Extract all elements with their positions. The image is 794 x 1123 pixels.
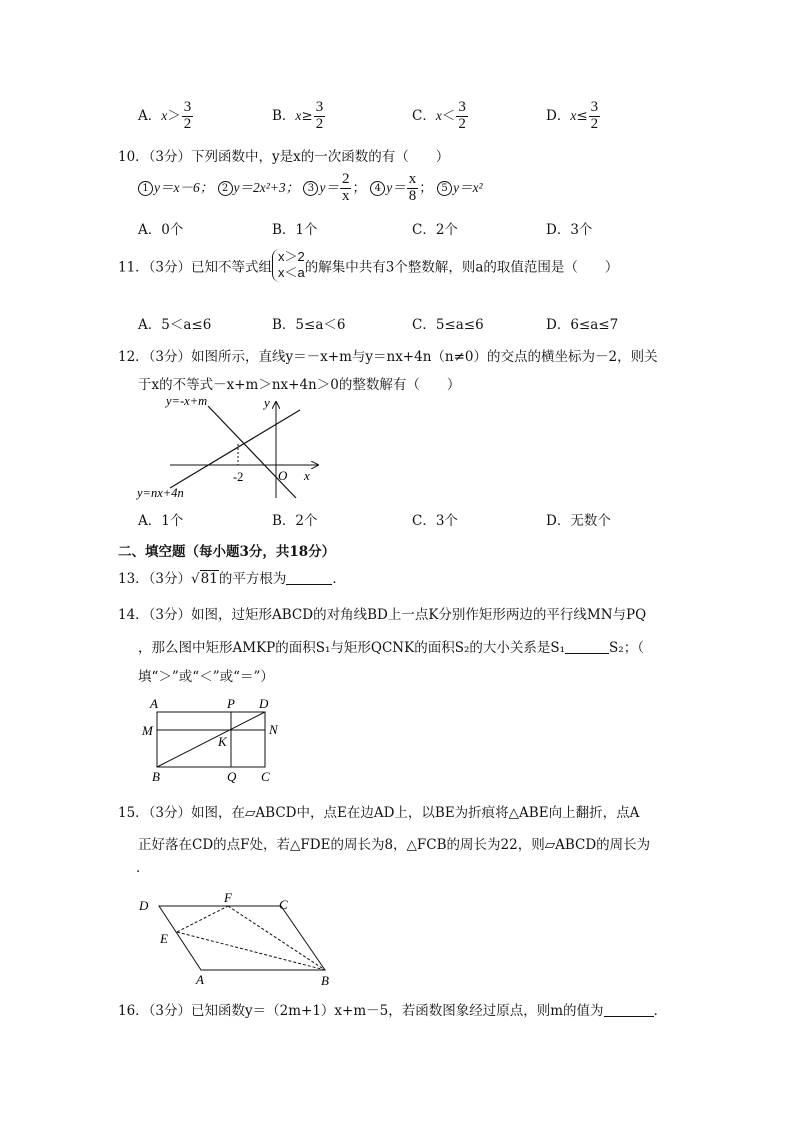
label-line2: y=nx+4n bbox=[137, 486, 184, 500]
q12-option-c: C．3个 bbox=[412, 513, 458, 529]
q11-option-d: D．6≤a≤7 bbox=[546, 317, 619, 333]
q10-stem: 10．（3分）下列函数中，y是x的一次函数的有（ ） bbox=[118, 149, 450, 165]
q11-stem: 11．（3分）已知不等式组 x＞2 x＜a 的解集中共有3个整数解，则a的取值范围是（ ） bbox=[118, 249, 619, 281]
q10-option-c: C．2个 bbox=[412, 222, 458, 238]
q15-line2: 正好落在CD的点F处，若△FDE的周长为8，△FCB的周长为22，则▱ABCD的周长为 bbox=[138, 837, 651, 853]
q9-option-b: B．x≥ $\frac{3}{2}$ bbox=[272, 99, 324, 132]
q10-option-d: D．3个 bbox=[546, 222, 593, 238]
q11-option-c: C．5≤a≤6 bbox=[412, 317, 484, 333]
q12-option-d: D．无数个 bbox=[546, 513, 611, 529]
q12-option-b: B．2个 bbox=[272, 513, 318, 529]
q9-option-d: D．x≤ $\frac{3}{2}$ bbox=[546, 99, 599, 132]
q16-answer-blank bbox=[604, 1004, 654, 1017]
origin-label: O bbox=[278, 468, 288, 483]
q10-functions: 1 y＝x－6； 2 y＝2x²+3； 3 y＝ $\frac{2}{x}$ ； 4 y＝ $\frac{x}{8}$ ； 5 y＝x² bbox=[138, 172, 483, 205]
q12-graph bbox=[130, 392, 330, 504]
q9-option-c: C．x＜ $\frac{3}{2}$ bbox=[412, 99, 466, 132]
svg-text:E: E bbox=[160, 931, 168, 946]
svg-text:C: C bbox=[279, 897, 288, 912]
q15-figure bbox=[135, 888, 345, 990]
y-axis-label: y bbox=[264, 395, 270, 410]
q10-option-b: B．1个 bbox=[272, 222, 318, 238]
svg-text:Q: Q bbox=[227, 769, 237, 784]
svg-text:F: F bbox=[224, 890, 232, 905]
q13-answer-blank bbox=[286, 572, 332, 585]
q15-line1: 15．（3分）如图，在▱ABCD中，点E在边AD上，以BE为折痕将△ABE向上翻折，点A bbox=[118, 805, 640, 821]
svg-text:B: B bbox=[321, 973, 329, 988]
svg-text:P: P bbox=[227, 696, 235, 711]
q14-line2: ，那么图中矩形AMKP的面积S₁与矩形QCNK的面积S₂的大小关系是S₁ S₂；（ bbox=[138, 640, 644, 656]
q15-line3: ． bbox=[136, 860, 150, 876]
svg-text:C: C bbox=[261, 769, 270, 784]
q9-option-a: A．x＞ $\frac{3}{2}$ bbox=[138, 99, 192, 132]
q14-answer-blank bbox=[565, 641, 609, 654]
q13-line: 13．（3分）√81的平方根为 ． bbox=[118, 571, 346, 587]
svg-text:M: M bbox=[142, 723, 153, 738]
label-line1: y=-x+m bbox=[166, 394, 208, 408]
svg-text:N: N bbox=[269, 722, 278, 737]
q14-line1: 14．（3分）如图，过矩形ABCD的对角线BD上一点K分别作矩形两边的平行线MN与PQ bbox=[118, 607, 647, 623]
q14-figure bbox=[140, 692, 290, 784]
q12-line1: 12．（3分）如图所示，直线y＝－x+m与y＝nx+4n（n≠0）的交点的横坐标为－2，则关 bbox=[118, 349, 658, 365]
q16-line: 16．（3分）已知函数y＝（2m+1）x+m－5，若函数图象经过原点，则m的值为 ． bbox=[118, 1003, 668, 1019]
x-axis-label: x bbox=[304, 468, 310, 483]
svg-text:D: D bbox=[259, 696, 269, 711]
q12-line2: 于x的不等式－x+m＞nx+4n＞0的整数解有（ ） bbox=[138, 377, 461, 393]
q12-option-a: A．1个 bbox=[138, 513, 184, 529]
q10-option-a: A．0个 bbox=[138, 222, 184, 238]
q11-option-b: B．5≤a＜6 bbox=[272, 317, 346, 333]
svg-text:A: A bbox=[150, 696, 158, 711]
q14-line3: 填“＞”或“＜”或“＝”） bbox=[138, 669, 274, 685]
svg-text:D: D bbox=[139, 898, 149, 913]
section-heading: 二、填空题（每小题3分，共18分） bbox=[118, 544, 336, 560]
tick-label: -2 bbox=[233, 470, 244, 484]
inequality-system: x＞2 x＜a bbox=[272, 249, 305, 282]
svg-text:A: A bbox=[196, 972, 204, 987]
svg-text:K: K bbox=[218, 734, 227, 749]
q11-option-a: A．5＜a≤6 bbox=[138, 317, 212, 333]
svg-text:B: B bbox=[152, 769, 160, 784]
